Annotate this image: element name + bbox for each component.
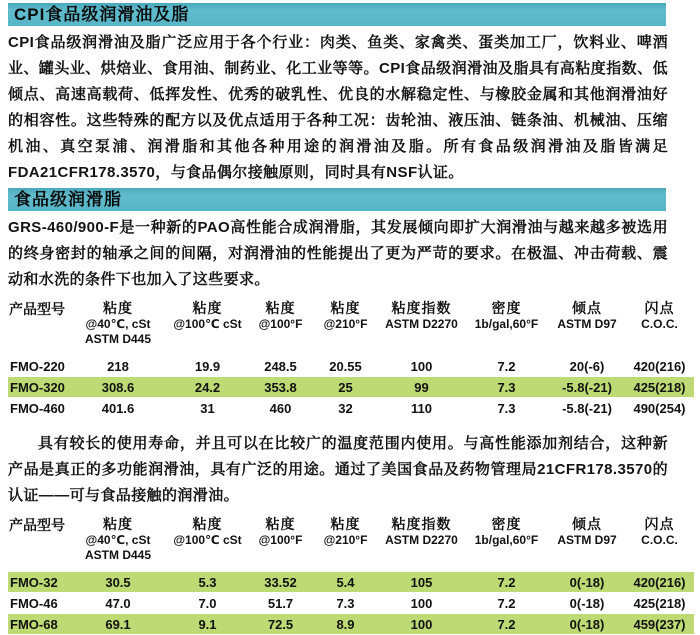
cell-value: 0(-18)	[549, 572, 625, 593]
col-header-label: 粘度	[265, 300, 296, 316]
cell-value: 100	[379, 356, 464, 377]
col-header-sub: @100°F	[258, 533, 303, 547]
cell-value: 7.2	[464, 356, 549, 377]
cell-value: 420(216)	[625, 356, 694, 377]
cell-value: 308.6	[70, 377, 166, 398]
cell-model: FMO-220	[8, 356, 70, 377]
section-header-intro	[8, 3, 666, 26]
cell-value: -5.8(-21)	[549, 398, 625, 419]
cell-value: 7.2	[464, 572, 549, 593]
table-row-fmo-320	[8, 377, 694, 398]
cell-value: 72.5	[249, 614, 312, 635]
cell-value: 425(218)	[625, 593, 694, 614]
table-row-fmo-46	[8, 593, 694, 614]
col-header-label: 粘度	[192, 516, 223, 532]
table-row-fmo-32	[8, 572, 694, 593]
col-header-sub: ASTM D97	[557, 533, 617, 547]
cell-value: 5.3	[166, 572, 249, 593]
cell-model: FMO-32	[8, 572, 70, 593]
product-table-1	[8, 299, 694, 419]
cell-value: 0(-18)	[549, 614, 625, 635]
cell-value: 24.2	[166, 377, 249, 398]
cell-value: 33.52	[249, 572, 312, 593]
table-2-header-row	[8, 515, 694, 572]
col-header-sub: ASTM D445	[84, 548, 152, 562]
col-header-label: 闪点	[644, 516, 675, 532]
col-header-sub: ASTM D2270	[385, 317, 458, 331]
col-header-density	[464, 515, 549, 572]
col-header-viscosity-40c	[70, 299, 166, 356]
col-header-product	[8, 515, 70, 572]
col-header-label: 闪点	[644, 300, 675, 316]
col-header-label: 密度	[491, 516, 522, 532]
cell-value: 9.1	[166, 614, 249, 635]
between-tables-paragraph: 具有较长的使用寿命，并且可以在比较广的温度范围内使用。与高性能添加剂结合，这种新产品是真正的多功能润滑油，具有广泛的用途。通过了美国食品及药物管理局21CFR178.3570的认证——可与食品接触的润滑油。	[8, 435, 668, 504]
cell-value: 7.0	[166, 593, 249, 614]
cell-value: 401.6	[70, 398, 166, 419]
col-header-sub: C.O.C.	[641, 317, 678, 331]
col-header-sub: 1b/gal,60°F	[474, 317, 539, 331]
col-header-label: 密度	[491, 300, 522, 316]
cell-value: 19.9	[166, 356, 249, 377]
col-header-sub: ASTM D2270	[385, 533, 458, 547]
col-header-sub: @100℃ cSt	[173, 533, 242, 547]
cell-value: 7.2	[464, 614, 549, 635]
col-header-sub: ASTM D97	[557, 317, 617, 331]
col-header-sub: @210°F	[323, 317, 368, 331]
table-row-fmo-68	[8, 614, 694, 635]
col-header-flash-point	[625, 515, 694, 572]
col-header-viscosity-100f	[249, 299, 312, 356]
cell-model: FMO-46	[8, 593, 70, 614]
grease-paragraph: GRS-460/900-F是一种新的PAO高性能合成润滑脂，其发展倾向即扩大润滑油与越来越多被选用的终身密封的轴承之间的间隔，对润滑油的性能提出了更为严苛的要求。在极温、冲击荷载、震动和水洗的条件下也加入了这些要求。	[8, 219, 668, 288]
cell-value: 51.7	[249, 593, 312, 614]
col-header-viscosity-index	[379, 515, 464, 572]
col-header-viscosity-100c	[166, 299, 249, 356]
cell-model: FMO-460	[8, 398, 70, 419]
col-header-label: 粘度	[192, 300, 223, 316]
cell-value: 353.8	[249, 377, 312, 398]
cell-value: 69.1	[70, 614, 166, 635]
col-header-pour-point	[549, 299, 625, 356]
cell-model: FMO-320	[8, 377, 70, 398]
cell-value: 110	[379, 398, 464, 419]
col-header-viscosity-index	[379, 299, 464, 356]
cell-value: 47.0	[70, 593, 166, 614]
cell-value: 7.3	[312, 593, 379, 614]
col-header-pour-point	[549, 515, 625, 572]
table-row-fmo-220	[8, 356, 694, 377]
cell-value: 5.4	[312, 572, 379, 593]
col-header-viscosity-40c	[70, 515, 166, 572]
col-header-label: 粘度	[103, 516, 133, 532]
section-title-grease: 食品级润滑脂	[14, 190, 122, 209]
col-header-sub: @100°F	[258, 317, 303, 331]
cell-value: 460	[249, 398, 312, 419]
cell-value: 100	[379, 614, 464, 635]
col-header-viscosity-100f	[249, 515, 312, 572]
table-1-header-row	[8, 299, 694, 356]
col-header-sub: @40℃, cSt	[85, 317, 151, 331]
cell-value: 100	[379, 593, 464, 614]
col-header-label: 粘度指数	[391, 516, 452, 532]
col-header-label: 粘度	[330, 516, 361, 532]
col-header-product	[8, 299, 70, 356]
col-header-label: 粘度	[103, 300, 133, 316]
col-header-label: 产品型号	[9, 517, 65, 533]
cell-value: 7.3	[464, 377, 549, 398]
col-header-label: 粘度	[330, 300, 361, 316]
cell-value: 30.5	[70, 572, 166, 593]
cell-value: 490(254)	[625, 398, 694, 419]
cell-value: 425(218)	[625, 377, 694, 398]
col-header-label: 倾点	[572, 300, 602, 316]
col-header-label: 粘度指数	[391, 300, 452, 316]
section-title-intro: CPI食品级润滑油及脂	[14, 5, 190, 24]
cell-model: FMO-68	[8, 614, 70, 635]
table-row-fmo-460	[8, 398, 694, 419]
col-header-sub: ASTM D445	[84, 332, 152, 346]
cell-value: -5.8(-21)	[549, 377, 625, 398]
col-header-sub: @210°F	[323, 533, 368, 547]
col-header-flash-point	[625, 299, 694, 356]
col-header-viscosity-210f	[312, 299, 379, 356]
cell-value: 20.55	[312, 356, 379, 377]
cell-value: 420(216)	[625, 572, 694, 593]
col-header-sub: C.O.C.	[641, 533, 678, 547]
cell-value: 20(-6)	[549, 356, 625, 377]
cell-value: 105	[379, 572, 464, 593]
col-header-viscosity-210f	[312, 515, 379, 572]
product-table-2	[8, 515, 694, 635]
col-header-density	[464, 299, 549, 356]
intro-paragraph: CPI食品级润滑油及脂广泛应用于各个行业：肉类、鱼类、家禽类、蛋类加工厂，饮料业、啤酒业、罐头业、烘焙业、食用油、制药业、化工业等等。CPI食品级润滑油及脂具有高粘度指数、低倾点、高速高载荷、低挥发性、优秀的破乳性、优良的水解稳定性、与橡胶金属和其他润滑油好的相容性。这些特殊的配方以及优点适用于各种工况：齿轮油、液压油、链条油、机械油、压缩机油、真空泵浦、润滑脂和其他各种用途的润滑油及脂。所有食品级润滑油及脂皆满足FDA21CFR178.3570，与食品偶尔接触原则，同时具有NSF认证。	[8, 34, 668, 181]
col-header-sub: @40℃, cSt	[85, 533, 151, 547]
col-header-label: 产品型号	[9, 301, 65, 317]
col-header-label: 倾点	[572, 516, 602, 532]
cell-value: 218	[70, 356, 166, 377]
cell-value: 31	[166, 398, 249, 419]
cell-value: 8.9	[312, 614, 379, 635]
col-header-label: 粘度	[265, 516, 296, 532]
cell-value: 248.5	[249, 356, 312, 377]
cell-value: 7.2	[464, 593, 549, 614]
col-header-viscosity-100c	[166, 515, 249, 572]
cell-value: 0(-18)	[549, 593, 625, 614]
cell-value: 7.3	[464, 398, 549, 419]
section-header-grease	[8, 188, 666, 211]
cell-value: 32	[312, 398, 379, 419]
cell-value: 25	[312, 377, 379, 398]
cell-value: 459(237)	[625, 614, 694, 635]
col-header-sub: 1b/gal,60°F	[474, 533, 539, 547]
cell-value: 99	[379, 377, 464, 398]
col-header-sub: @100℃ cSt	[173, 317, 242, 331]
